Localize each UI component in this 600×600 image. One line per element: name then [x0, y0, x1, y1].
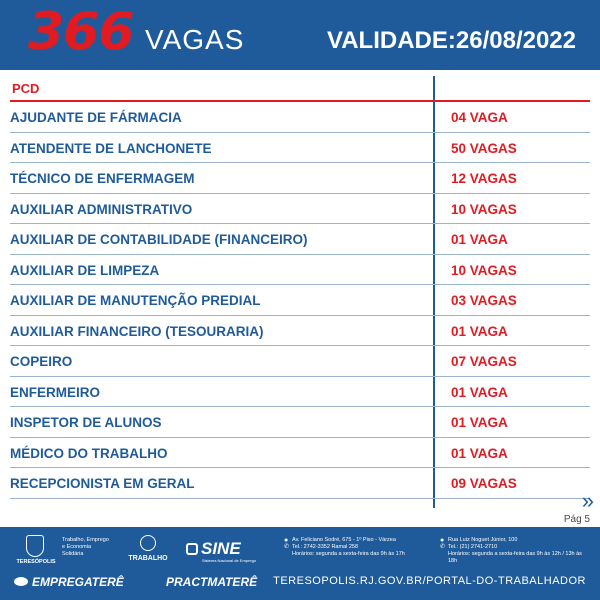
table-row: [10, 316, 590, 347]
table-row: [10, 377, 590, 408]
vacancy-quantity: 10 VAGAS: [451, 201, 517, 217]
job-title: COPEIRO: [10, 354, 73, 369]
section-label: PCD: [12, 81, 40, 96]
location-pin-icon: ●: [284, 537, 289, 544]
table-row: [10, 163, 590, 194]
vacancy-quantity: 50 VAGAS: [451, 140, 517, 156]
phone-icon: ✆: [284, 544, 290, 550]
job-title: MÉDICO DO TRABALHO: [10, 445, 168, 461]
job-title: RECEPCIONISTA EM GERAL: [10, 476, 195, 491]
job-title: AJUDANTE DE FÁRMACIA: [10, 110, 182, 125]
empregatere-logo: [14, 575, 124, 589]
job-title: AUXILIAR FINANCEIRO (TESOURARIA): [10, 323, 264, 339]
job-title: INSPETOR DE ALUNOS: [10, 415, 162, 430]
header-banner: [0, 0, 600, 70]
table-row: [10, 133, 590, 164]
table-row: [10, 102, 590, 133]
crest-icon: [26, 535, 44, 557]
job-title: AUXILIAR ADMINISTRATIVO: [10, 201, 193, 217]
location-pin-icon: ●: [440, 537, 445, 544]
sine-subtitle: Sistema Nacional de Emprego: [202, 558, 257, 563]
address-2-line-3: Horários: segunda a sexta-feira das 9h às 12h / 13h às 18h: [448, 551, 582, 564]
vacancy-count: 366: [28, 2, 134, 62]
vacancy-quantity: 01 VAGA: [451, 445, 508, 461]
sine-label: SINE: [201, 539, 241, 558]
vacancy-quantity: 01 VAGA: [451, 323, 508, 339]
job-title: AUXILIAR DE MANUTENÇÃO PREDIAL: [10, 293, 261, 308]
vacancy-quantity: 12 VAGAS: [451, 171, 517, 186]
vacancy-word: VAGAS: [145, 24, 245, 55]
table-row: [10, 285, 590, 316]
job-title: ATENDENTE DE LANCHONETE: [10, 140, 212, 156]
address-block-2: [440, 537, 588, 565]
city-logo-text: TERESÓPOLIS: [16, 559, 56, 565]
sine-icon: [186, 543, 198, 555]
table-row: [10, 346, 590, 377]
job-title: TÉCNICO DE ENFERMAGEM: [10, 171, 195, 186]
address-2-line-1: Rua Luiz Noguet Júnior, 100: [448, 537, 518, 543]
table-row: [10, 407, 590, 438]
footer: [0, 527, 600, 600]
vacancy-quantity: 09 VAGAS: [451, 476, 517, 491]
vacancy-quantity: 03 VAGAS: [451, 293, 517, 308]
next-page-icon[interactable]: »: [581, 488, 588, 513]
vacancy-quantity: 01 VAGA: [451, 415, 508, 430]
job-title: AUXILIAR DE LIMPEZA: [10, 262, 160, 278]
sine-logo: [186, 539, 256, 563]
vacancy-quantity: 10 VAGAS: [451, 262, 517, 278]
page-number: Pág 5: [563, 514, 590, 525]
vacancy-quantity: 07 VAGAS: [451, 354, 517, 369]
org-name: Trabalho, Emprego e Economia Solidária: [62, 537, 109, 557]
trabalho-icon: [140, 535, 156, 551]
vacancy-quantity: 04 VAGA: [451, 110, 508, 125]
city-logo: [12, 535, 60, 567]
phone-icon: ✆: [440, 544, 446, 550]
address-block-1: [284, 537, 445, 558]
vacancy-quantity: 01 VAGA: [451, 384, 508, 400]
vacancy-quantity: 01 VAGA: [451, 232, 508, 247]
empregatere-icon: [14, 577, 28, 586]
trabalho-label: TRABALHO: [128, 555, 168, 562]
table-row: [10, 194, 590, 225]
portal-url[interactable]: TERESOPOLIS.RJ.GOV.BR/PORTAL-DO-TRABALHADOR: [273, 575, 586, 587]
address-1-line-3: Horários: segunda a sexta-feira das 9h às 17h: [292, 551, 405, 557]
job-title: AUXILIAR DE CONTABILIDADE (FINANCEIRO): [10, 232, 308, 247]
address-2-line-2: Tel.: (21) 2741-2710: [448, 544, 498, 550]
address-1-line-2: Tel.: 2742-3352 Ramal 258: [292, 544, 359, 550]
section-header: [10, 76, 590, 102]
table-row: [10, 224, 590, 255]
vacancy-table: [10, 76, 590, 499]
address-1-line-1: Av. Feliciano Sodré, 675 - 1º Piso - Várzea: [292, 537, 396, 543]
practmatere-logo: PRACTMATERÊ: [166, 575, 258, 589]
validity-date: VALIDADE:26/08/2022: [327, 27, 576, 54]
table-row: [10, 255, 590, 286]
job-title: ENFERMEIRO: [10, 384, 101, 400]
table-row: [10, 468, 590, 499]
trabalho-logo: [128, 535, 168, 567]
table-row: [10, 438, 590, 469]
empregatere-label: EMPREGATERÊ: [32, 575, 124, 589]
